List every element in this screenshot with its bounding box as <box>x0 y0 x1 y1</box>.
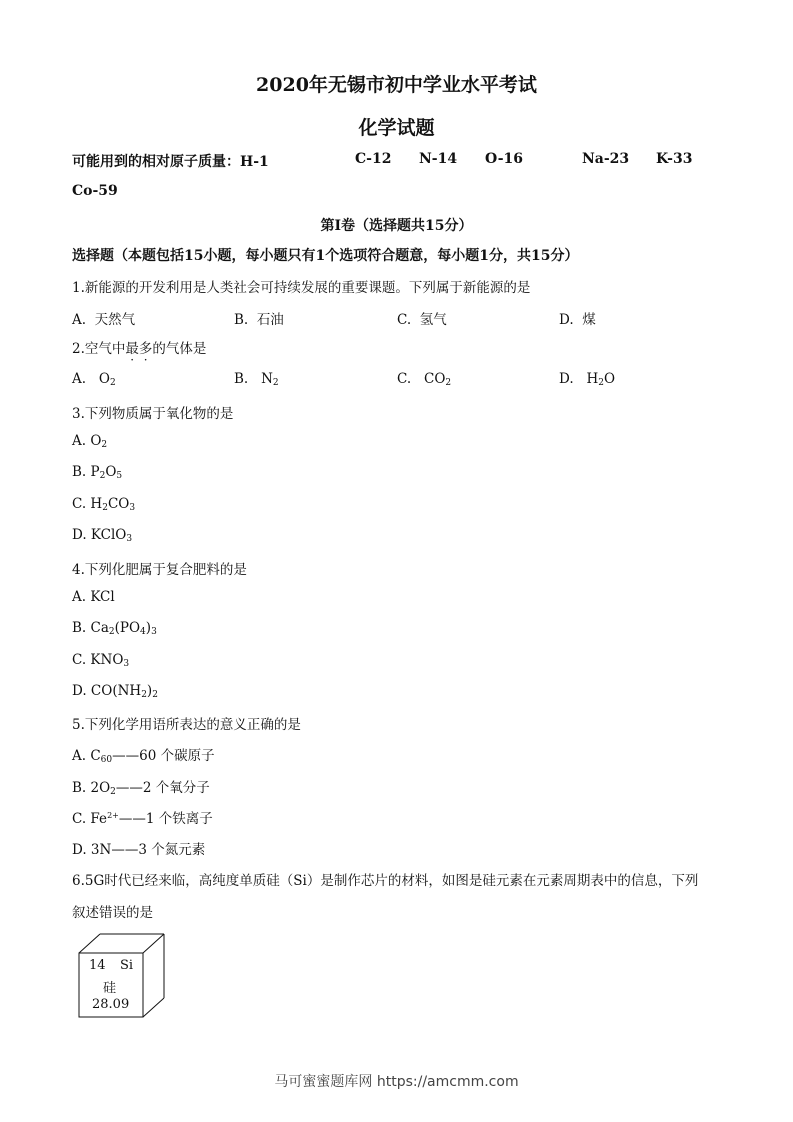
mass-co: Co-59 <box>72 183 118 199</box>
q4-option-a: A. KCl <box>72 589 115 605</box>
mass-na: Na-23 <box>582 151 630 167</box>
footer-watermark: 马可蜜蜜题库网 https://amcmm.com <box>274 1074 519 1090</box>
q3-option-c: C. $H_2CO_3$ <box>72 496 136 513</box>
section-title: 第I卷（选择题共15分） <box>320 218 473 234</box>
q1-option-c: C. 氢气 <box>397 312 447 328</box>
q5-option-c: C. $Fe^{2+}——1$ 个铁离子 <box>72 811 213 827</box>
q3-option-d: D. KClO$_3$ <box>72 527 133 544</box>
exam-subtitle: 化学试题 <box>358 117 435 139</box>
section-instructions: 选择题（本题包括15小题，每小题只有1个选项符合题意，每小题1分，共15分） <box>72 248 579 264</box>
q2-option-c: C. $CO_2$ <box>397 371 452 388</box>
q1-option-b: B. 石油 <box>234 312 284 328</box>
question-4: 4.下列化肥属于复合肥料的是 <box>72 562 247 578</box>
question-6-line1: 6.5G时代已经来临，高纯度单质硅（Si）是制作芯片的材料，如图是硅元素在元素周期表中的信息，下列 <box>72 873 699 889</box>
question-2: 2.空气中最多的气体是 <box>72 341 207 357</box>
mass-o: O-16 <box>485 151 524 167</box>
q5-option-a: A. $C_{60}——60$ 个碳原子 <box>72 748 215 765</box>
element-name: 硅 <box>103 981 117 996</box>
q3-option-b: B. $P_2O_5$ <box>72 464 123 481</box>
exam-title: 2020年无锡市初中学业水平考试 <box>256 74 537 96</box>
q4-option-c: C. $KNO_3$ <box>72 652 130 669</box>
q5-option-d: D. 3N——3 个氮元素 <box>72 842 206 858</box>
q1-option-d: D. 煤 <box>559 312 596 328</box>
question-1: 1.新能源的开发利用是人类社会可持续发展的重要课题。下列属于新能源的是 <box>72 280 531 296</box>
mass-c: C-12 <box>355 151 392 167</box>
question-5: 5.下列化学用语所表达的意义正确的是 <box>72 717 301 733</box>
mass-n: N-14 <box>419 151 458 167</box>
mass-k: K-33 <box>656 151 693 167</box>
question-3: 3.下列物质属于氧化物的是 <box>72 406 234 422</box>
q1-option-a: A. 天然气 <box>72 312 136 328</box>
q4-option-b: B. $Ca_2(PO_4)_3$ <box>72 620 157 637</box>
q4-option-d: D. $CO(NH_2)_2$ <box>72 683 158 700</box>
q3-option-a: A. $O_2$ <box>72 433 108 450</box>
q5-option-b: B. $2O_2——2$ 个氧分子 <box>72 780 210 797</box>
silicon-element-cube <box>76 930 168 1020</box>
q2-option-b: B. $N_2$ <box>234 371 279 388</box>
question-6-line2: 叙述错误的是 <box>72 905 153 921</box>
q2-option-a: A. $O_2$ <box>72 371 116 388</box>
element-mass: 28.09 <box>92 997 130 1012</box>
element-number: 14 <box>89 958 106 973</box>
element-symbol: Si <box>120 958 134 973</box>
q2-option-d: D. $H_2O$ <box>559 371 616 388</box>
atomic-masses-label: 可能用到的相对原子质量：H-1 <box>72 154 269 170</box>
